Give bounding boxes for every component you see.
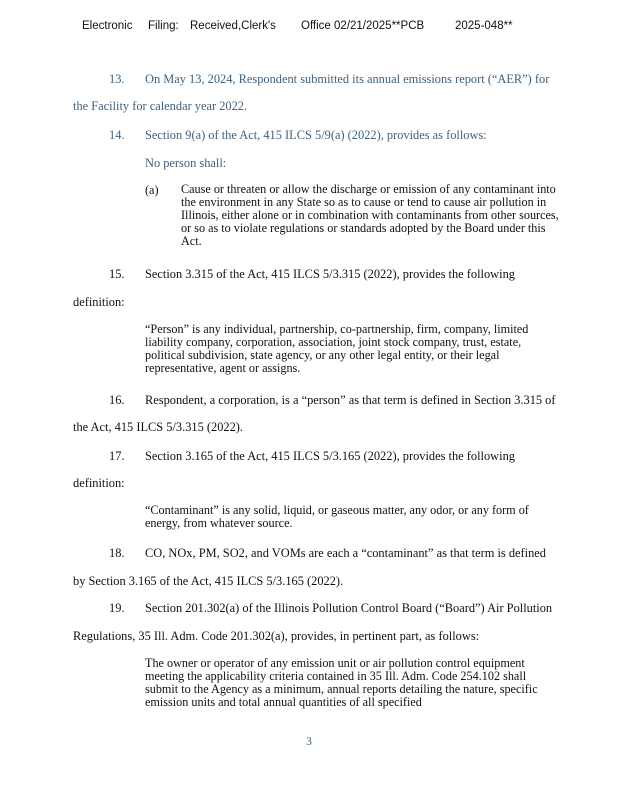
para-17-number: 17. (109, 449, 125, 463)
para-15-line1: Section 3.315 of the Act, 415 ILCS 5/3.315 (2022), provides the following (145, 267, 515, 281)
para-18-number: 18. (109, 546, 125, 560)
para-16-number: 16. (109, 393, 125, 407)
para-15-number: 15. (109, 267, 125, 281)
para-17-line2: definition: (73, 476, 125, 490)
para-17-line1: Section 3.165 of the Act, 415 ILCS 5/3.165 (2022), provides the following (145, 449, 515, 463)
para-13-number: 13. (109, 72, 125, 86)
header-filing: Filing: (148, 20, 179, 32)
header-office-date: Office 02/21/2025**PCB (301, 20, 425, 32)
para-14-sub-text: Cause or threaten or allow the discharge or emission of any contaminant into the environment in any State so as to cause or tend to cause air pollution in Illinois, either alone or in combination with contaminants from other sources, or so as to violate regulations or standards adopted by the Board under this Act. (181, 182, 559, 248)
para-19-line2: Regulations, 35 Ill. Adm. Code 201.302(a), provides, in pertinent part, as follows: (73, 629, 480, 643)
para-13-line1: On May 13, 2024, Respondent submitted its annual emissions report (“AER”) for (145, 72, 550, 86)
para-18-line1: CO, NOx, PM, SO2, and VOMs are each a “contaminant” as that term is defined (145, 546, 546, 560)
para-14-sub-label: (a) (145, 183, 159, 197)
para-13-line2: the Facility for calendar year 2022. (73, 99, 248, 113)
board-regulation-quote: The owner or operator of any emission unit or air pollution control equipment meeting the applicability criteria contained in 35 Ill. Adm. Code 254.102 shall submit to the Agency as a minimum, annual reports detailing the nature, specific emission units and total annual quantities of all specified (145, 656, 538, 709)
para-14-number: 14. (109, 128, 125, 142)
para-14-intro: No person shall: (145, 156, 227, 170)
header-electronic: Electronic (82, 20, 133, 32)
para-16-line1: Respondent, a corporation, is a “person” as that term is defined in Section 3.315 of (145, 393, 556, 407)
header-case-number: 2025-048** (455, 20, 513, 32)
page-number: 3 (306, 736, 312, 748)
filing-header (82, 20, 513, 32)
para-19-number: 19. (109, 601, 125, 615)
para-18-line2: by Section 3.165 of the Act, 415 ILCS 5/3.165 (2022). (73, 574, 344, 588)
para-19-line1: Section 201.302(a) of the Illinois Pollution Control Board (“Board”) Air Pollution (145, 601, 553, 615)
para-16-line2: the Act, 415 ILCS 5/3.315 (2022). (73, 420, 244, 434)
contaminant-definition-quote: “Contaminant” is any solid, liquid, or gaseous matter, any odor, or any form of energy, from whatever source. (145, 503, 529, 530)
para-15-line2: definition: (73, 295, 125, 309)
para-14-line1: Section 9(a) of the Act, 415 ILCS 5/9(a) (2022), provides as follows: (145, 128, 487, 142)
person-definition-quote: “Person” is any individual, partnership, co-partnership, firm, company, limited liability company, corporation, association, joint stock company, trust, estate, political subdivision, state agency, or any other legal entity, or their legal representative, agent or assigns. (145, 322, 529, 375)
header-received: Received,Clerk's (190, 20, 276, 32)
